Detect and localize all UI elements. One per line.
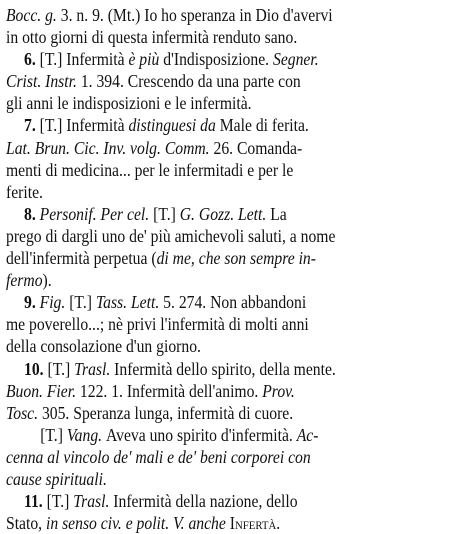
text-segment: Trasl. — [74, 358, 115, 379]
text-line — [6, 335, 462, 357]
text-segment: 8. — [24, 203, 40, 224]
text-segment: fermo — [6, 270, 43, 291]
text-line — [6, 424, 471, 446]
text-segment: ). — [42, 270, 52, 291]
text-line — [6, 4, 462, 26]
text-line — [6, 26, 462, 48]
text-line — [6, 490, 471, 512]
text-line — [6, 313, 462, 335]
text-segment: 3. n. 9. (Mt.) — [60, 5, 145, 25]
text-line — [6, 181, 462, 203]
text-segment: Buon. Fier. — [6, 380, 80, 401]
text-segment: [T.] — [47, 358, 75, 379]
text-segment: me poverello...; nè privi l'infermità di molti anni — [6, 314, 309, 335]
text-segment: [T.] — [40, 424, 67, 445]
text-segment: 1. 394. Crescendo da una parte con — [80, 71, 301, 92]
text-line — [6, 70, 462, 92]
text-segment: Vang. — [66, 424, 106, 445]
text-segment: cenna al vincolo de' mali e de' beni corporei con — [6, 446, 311, 467]
text-segment: [T.] Infermità — [39, 49, 129, 70]
text-segment: Tass. Lett. — [95, 292, 164, 313]
text-segment: gli anni le indisposizioni e le infermità. — [6, 93, 252, 114]
text-segment: 26. Comanda- — [213, 137, 303, 158]
text-segment: 11. — [24, 491, 47, 512]
text-segment: 122. 1. Infermità dell'animo. — [79, 380, 263, 401]
text-segment: G. Gozz. Lett. — [179, 203, 271, 224]
text-segment: Trasl. — [73, 491, 114, 512]
text-segment: Infermità della nazione, dello — [113, 491, 298, 512]
text-segment: in otto giorni di questa infermità renduto sano. — [6, 27, 298, 48]
text-segment: Infertà. — [229, 513, 281, 534]
text-segment: Personif. Per cel. — [39, 203, 154, 224]
text-line — [6, 291, 471, 313]
text-line — [6, 225, 462, 247]
text-segment: [T.] — [46, 491, 74, 512]
text-line — [6, 92, 462, 114]
text-segment: 9. — [24, 292, 40, 313]
text-segment: 6. — [24, 49, 40, 70]
text-segment: Io ho speranza in Dio d'avervi — [144, 5, 333, 25]
text-segment: in senso civ. e polit. V. anche — [46, 513, 230, 534]
text-segment: di me, che son sempre in- — [156, 248, 316, 269]
text-segment: Fig. — [39, 292, 70, 313]
text-line — [6, 159, 462, 181]
text-segment: Stato, — [6, 513, 47, 534]
text-line — [6, 468, 462, 490]
text-segment: 5. 274. Non abbandoni — [163, 292, 307, 313]
text-line — [6, 203, 471, 225]
text-line — [6, 402, 462, 424]
text-line — [6, 358, 471, 380]
text-line — [6, 269, 462, 291]
text-segment: menti di medicina... per le infermitadi e per le — [6, 159, 294, 180]
text-segment: distinguesi da — [128, 115, 220, 136]
text-segment: [T.] Infermità — [39, 115, 129, 136]
text-segment: Infermità dello spirito, della mente. — [114, 358, 336, 379]
text-line — [6, 380, 462, 402]
text-segment: 7. — [24, 115, 40, 136]
text-segment: Male di ferita. — [219, 115, 309, 136]
text-segment: d'Indisposizione. — [163, 49, 273, 70]
text-segment: Prov. — [262, 380, 295, 401]
text-segment: ferite. — [6, 181, 43, 202]
text-segment: 305. Speranza lunga, infermità di cuore. — [41, 402, 294, 423]
text-line — [6, 512, 462, 534]
text-segment: [T.] — [69, 292, 96, 313]
text-segment: Lat. Brun. Cic. Inv. volg. Comm. — [6, 137, 214, 158]
text-segment: Segner. — [272, 49, 319, 70]
text-segment: Aveva uno spirito d'infermità. — [105, 424, 297, 445]
text-segment: prego di dargli uno de' più amichevoli saluti, a nome — [6, 225, 336, 246]
text-line — [6, 48, 471, 70]
text-segment: Bocc. g. — [6, 5, 61, 25]
text-segment: Ac- — [296, 424, 319, 445]
text-segment: Tosc. — [6, 402, 42, 423]
text-line — [6, 446, 462, 468]
text-line — [6, 137, 462, 159]
text-line — [6, 247, 462, 269]
text-segment: è più — [128, 49, 164, 70]
text-segment: [T.] — [153, 203, 180, 224]
text-segment: della consolazione d'un giorno. — [6, 336, 201, 357]
text-line — [6, 114, 471, 136]
text-segment: dell'infermità perpetua ( — [6, 248, 157, 269]
text-segment: Crist. Instr. — [6, 71, 81, 92]
text-segment: 10. — [24, 358, 48, 379]
text-segment: cause spirituali. — [6, 468, 107, 489]
text-segment: La — [270, 203, 287, 224]
